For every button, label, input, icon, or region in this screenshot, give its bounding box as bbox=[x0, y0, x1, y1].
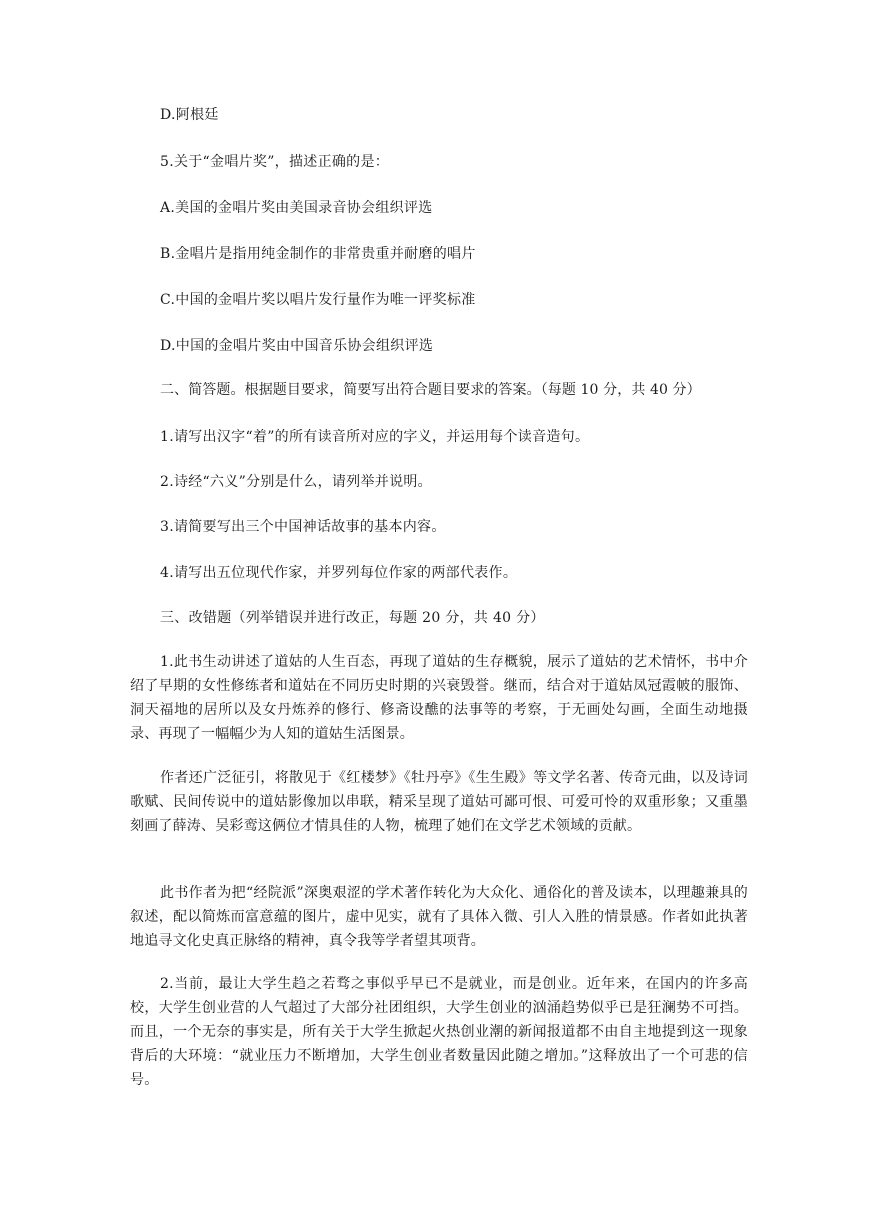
section3-q1-paragraph-1: 1.此书生动讲述了道姑的人生百态，再现了道姑的生存概貌，展示了道姑的艺术情怀，书中介绍了早期的女性修练者和道姑在不同历史时期的兴衰毁誉。继而，结合对于道姑凤冠霞帔的服饰、洞天福地的居所以及女丹炼养的修行、修斋设醮的法事等的考察，于无画处勾画，全面生动地摄录、再现了一幅幅少为人知的道姑生活图景。 bbox=[130, 654, 748, 742]
q5-stem: 5.关于“金唱片奖”，描述正确的是： bbox=[160, 154, 390, 170]
section2-q2: 2.诗经“六义”分别是什么，请列举并说明。 bbox=[160, 474, 432, 490]
q5-option-c: C.中国的金唱片奖以唱片发行量作为唯一评奖标准 bbox=[160, 292, 476, 308]
section2-q3: 3.请简要写出三个中国神话故事的基本内容。 bbox=[160, 519, 446, 535]
section3-q1-paragraph-2: 作者还广泛征引，将散见于《红楼梦》《牡丹亭》《生生殿》等文学名著、传奇元曲，以及诗词歌赋、民间传说中的道姑影像加以串联，精采呈现了道姑可鄙可恨、可爱可怜的双重形象；又重墨刻画了薛涛、吴彩鸾这俩位才情具佳的人物，梳理了她们在文学艺术领域的贡献。 bbox=[130, 770, 748, 834]
q4-option-d: D.阿根廷 bbox=[160, 107, 219, 123]
section2-q4: 4.请写出五位现代作家，并罗列每位作家的两部代表作。 bbox=[160, 565, 518, 581]
q5-option-d: D.中国的金唱片奖由中国音乐协会组织评选 bbox=[160, 338, 434, 354]
section2-q1: 1.请写出汉字“着”的所有读音所对应的字义，并运用每个读音造句。 bbox=[160, 429, 590, 445]
section2-title: 二、简答题。根据题目要求，简要写出符合题目要求的答案。（每题 10 分，共 40 分） bbox=[160, 382, 701, 398]
section3-title: 三、改错题（列举错误并进行改正，每题 20 分，共 40 分） bbox=[160, 610, 545, 626]
section3-q2-paragraph-1: 2.当前，最让大学生趋之若骛之事似乎早已不是就业，而是创业。近年来，在国内的许多高校，大学生创业营的人气超过了大部分社团组织，大学生创业的汹涌趋势似乎已是狂澜势不可挡。而且，一个无奈的事实是，所有关于大学生掀起火热创业潮的新闻报道都不由自主地提到这一现象背后的大环境：“就业压力不断增加，大学生创业者数量因此随之增加。”这释放出了一个可悲的信号。 bbox=[130, 976, 748, 1088]
section3-q1-paragraph-3: 此书作者为把“经院派”深奥艰涩的学术著作转化为大众化、通俗化的普及读本，以理趣兼具的叙述，配以简炼而富意蕴的图片，虚中见实，就有了具体入微、引人入胜的情景感。作者如此执著地追寻文化史真正脉络的精神，真令我等学者望其项背。 bbox=[130, 885, 748, 949]
q5-option-b: B.金唱片是指用纯金制作的非常贵重并耐磨的唱片 bbox=[160, 246, 476, 262]
q5-option-a: A.美国的金唱片奖由美国录音协会组织评选 bbox=[160, 200, 433, 216]
